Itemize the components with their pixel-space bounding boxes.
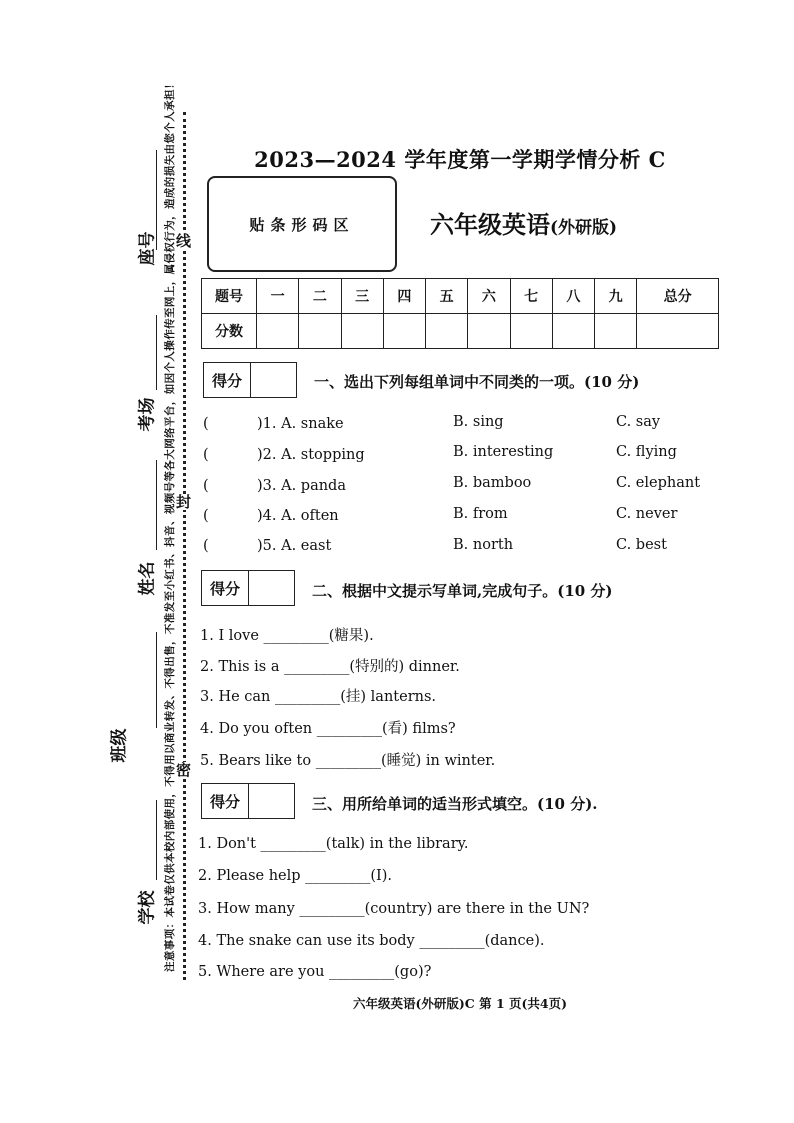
question-option-b: B. interesting [453, 444, 554, 460]
score-box-label: 得分 [202, 784, 249, 818]
score-box-input[interactable] [249, 571, 294, 605]
score-table-column: 九 [595, 279, 637, 314]
question-option-a: )4. A. often [257, 508, 339, 524]
score-box-label: 得分 [204, 363, 251, 397]
question-paren: ( [203, 478, 209, 494]
exam-room-label: 考场 [137, 397, 158, 432]
class-line [156, 632, 157, 728]
school-label: 学校 [137, 890, 158, 925]
section-3-title: 三、用所给单词的适当形式填空。(10 分). [312, 795, 598, 813]
school-line [156, 800, 157, 880]
score-box-label: 得分 [202, 571, 249, 605]
score-box-input[interactable] [251, 363, 296, 397]
score-cell[interactable] [257, 314, 299, 349]
question-item: 4. Do you often _________(看) films? [200, 721, 456, 737]
exam-title: 2023—2024 学年度第一学期学情分析 C [254, 147, 666, 172]
score-table-column: 四 [383, 279, 425, 314]
score-table-row-label: 题号 [202, 279, 257, 314]
question-option-c: C. elephant [616, 475, 701, 491]
subject-edition: (外研版) [550, 218, 618, 238]
barcode-label: 贴条形码区 [249, 215, 355, 234]
seat-number-label: 座号 [137, 231, 158, 266]
score-cell[interactable] [299, 314, 341, 349]
question-option-b: B. north [453, 537, 514, 553]
seal-char-xian: 线 [176, 232, 192, 250]
question-option-c: C. never [616, 506, 678, 522]
question-option-a: )1. A. snake [257, 416, 344, 432]
name-label: 姓名 [137, 561, 158, 596]
score-cell[interactable] [426, 314, 468, 349]
question-item: 5. Where are you _________(go)? [198, 964, 432, 980]
section-3-score-box [201, 783, 295, 819]
question-option-c: C. flying [616, 444, 677, 460]
question-item: 4. The snake can use its body _________(dance). [198, 933, 545, 949]
question-item: 3. How many _________(country) are there in the UN? [198, 901, 590, 917]
question-paren: ( [203, 447, 209, 463]
score-table [201, 278, 719, 349]
question-item: 1. I love _________(糖果). [200, 628, 374, 644]
score-table-score-row [202, 314, 719, 349]
question-option-b: B. sing [453, 414, 504, 430]
score-cell[interactable] [383, 314, 425, 349]
question-paren: ( [203, 508, 209, 524]
section-2-score-box [201, 570, 295, 606]
section-1-title: 一、选出下列每组单词中不同类的一项。(10 分) [314, 373, 640, 391]
score-cell[interactable] [552, 314, 594, 349]
question-option-c: C. best [616, 537, 667, 553]
subject-title [430, 205, 617, 240]
question-item: 5. Bears like to _________(睡觉) in winter. [200, 753, 496, 769]
section-1-score-box [203, 362, 297, 398]
score-table-column: 总分 [637, 279, 719, 314]
score-table-column: 五 [426, 279, 468, 314]
score-cell[interactable] [510, 314, 552, 349]
question-option-a: )3. A. panda [257, 478, 346, 494]
question-option-c: C. say [616, 414, 661, 430]
page-footer: 六年级英语(外研版)C 第 1 页(共4页) [352, 996, 568, 1011]
exam-room-line [156, 315, 157, 390]
score-table-column: 六 [468, 279, 510, 314]
score-box-input[interactable] [249, 784, 294, 818]
score-table-column: 八 [552, 279, 594, 314]
question-item: 2. Please help _________(I). [198, 868, 393, 884]
question-paren: ( [203, 416, 209, 432]
barcode-area [207, 176, 397, 272]
score-table-column: 七 [510, 279, 552, 314]
question-item: 2. This is a _________(特别的) dinner. [200, 659, 460, 675]
score-cell[interactable] [595, 314, 637, 349]
score-table-header-row [202, 279, 719, 314]
score-cell[interactable] [637, 314, 719, 349]
question-item: 1. Don't _________(talk) in the library. [198, 836, 469, 852]
question-option-b: B. bamboo [453, 475, 532, 491]
question-option-a: )2. A. stopping [257, 447, 365, 463]
question-item: 3. He can _________(挂) lanterns. [200, 689, 437, 705]
score-table-column: 二 [299, 279, 341, 314]
question-option-a: )5. A. east [257, 538, 332, 554]
subject-name: 六年级英语 [430, 210, 550, 239]
score-table-row-label: 分数 [202, 314, 257, 349]
score-table-column: 三 [341, 279, 383, 314]
score-table-column: 一 [257, 279, 299, 314]
seal-char-mi: 密 [176, 761, 192, 779]
score-cell[interactable] [468, 314, 510, 349]
class-label: 班级 [109, 728, 130, 763]
name-line [156, 460, 157, 550]
seal-char-feng: 封 [176, 493, 192, 511]
section-2-title: 二、根据中文提示写单词,完成句子。(10 分) [312, 582, 613, 600]
score-cell[interactable] [341, 314, 383, 349]
question-option-b: B. from [453, 506, 508, 522]
notice-text: 注意事项：本试卷仅供本校内部使用，不得用以商业转发、不得出售，不准发至小红书、抖音、视频号等各大网络平台，如因个人操作传至网上，属侵权行为，造成的损失由您个人承担！ [164, 78, 176, 972]
question-paren: ( [203, 538, 209, 554]
